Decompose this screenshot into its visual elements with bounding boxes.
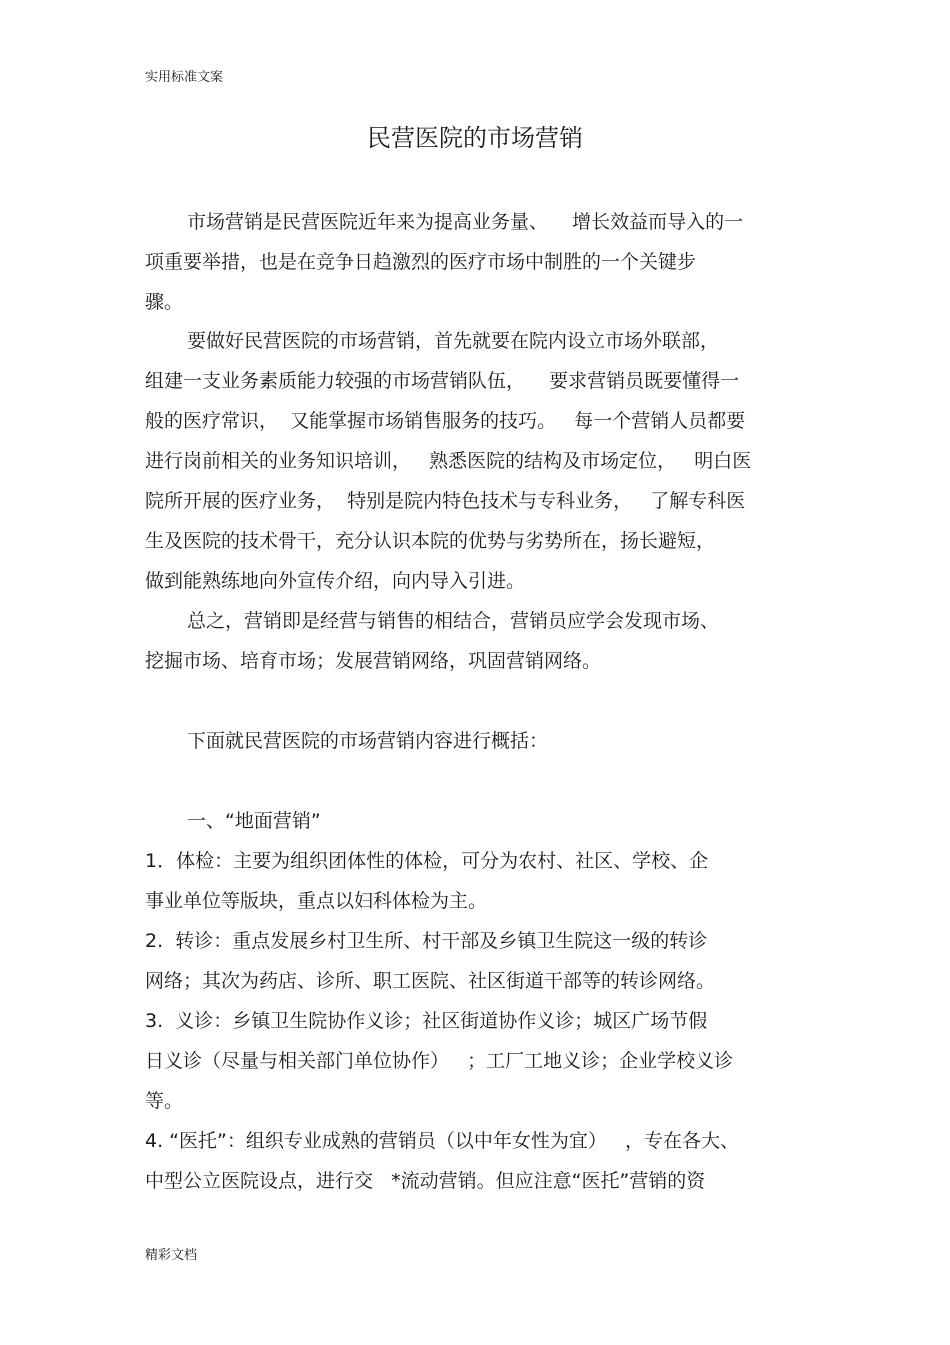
paragraph-line: 要做好民营医院的市场营销，首先就要在院内设立市场外联部， xyxy=(187,330,720,352)
paragraph-line: 项重要举措，也是在竞争日趋激烈的医疗市场中制胜的一个关键步 xyxy=(145,251,697,273)
list-item-line: 事业单位等版块，重点以妇科体检为主。 xyxy=(145,890,488,912)
list-item-line: 2. 转诊：重点发展乡村卫生所、村干部及乡镇卫生院这一级的转诊 xyxy=(145,930,708,952)
list-item-line: 网络；其次为药店、诊所、职工医院、社区街道干部等的转诊网络。 xyxy=(145,970,716,992)
paragraph-line: 进行岗前相关的业务知识培训， 熟悉医院的结构及市场定位， 明白医 xyxy=(145,450,752,472)
paragraph-line: 院所开展的医疗业务， 特别是院内特色技术与专科业务， 了解专科医 xyxy=(145,490,746,512)
paragraph-line: 市场营销是民营医院近年来为提高业务量、 增长效益而导入的一 xyxy=(187,211,744,233)
list-item-line: 等。 xyxy=(145,1090,184,1112)
paragraph-line: 般的医疗常识， 又能掌握市场销售服务的技巧。 每一个营销人员都要 xyxy=(145,410,746,432)
section-heading: 一、“地面营销” xyxy=(187,810,321,832)
list-item-line: 4. “医托”：组织专业成熟的营销员（以中年女性为宜） ，专在各大、 xyxy=(145,1130,739,1152)
document-title: 民营医院的市场营销 xyxy=(367,124,583,152)
paragraph-line: 生及医院的技术骨干，充分认识本院的优势与劣势所在，扬长避短， xyxy=(145,530,716,552)
paragraph-line: 下面就民营医院的市场营销内容进行概括： xyxy=(187,730,549,752)
page-header: 实用标准文案 xyxy=(145,70,224,85)
list-item-line: 中型公立医院设点，进行交 *流动营销。但应注意“医托”营销的资 xyxy=(145,1170,706,1192)
paragraph-line: 总之，营销即是经营与销售的相结合，营销员应学会发现市场、 xyxy=(187,610,720,632)
paragraph-line: 组建一支业务素质能力较强的市场营销队伍， 要求营销员既要懂得一 xyxy=(145,370,740,392)
list-item-line: 日义诊（尽量与相关部门单位协作） ；工厂工地义诊；企业学校义诊 xyxy=(145,1050,734,1072)
page-footer: 精彩文档 xyxy=(145,1248,198,1263)
list-item-line: 3. 义诊：乡镇卫生院协作义诊；社区街道协作义诊；城区广场节假 xyxy=(145,1010,708,1032)
paragraph-line: 挖掘市场、培育市场；发展营销网络，巩固营销网络。 xyxy=(145,650,602,672)
paragraph-line: 骤。 xyxy=(145,291,184,313)
list-item-line: 1．体检：主要为组织团体性的体检，可分为农村、社区、学校、企 xyxy=(145,850,709,872)
paragraph-line: 做到能熟练地向外宣传介绍，向内导入引进。 xyxy=(145,570,526,592)
